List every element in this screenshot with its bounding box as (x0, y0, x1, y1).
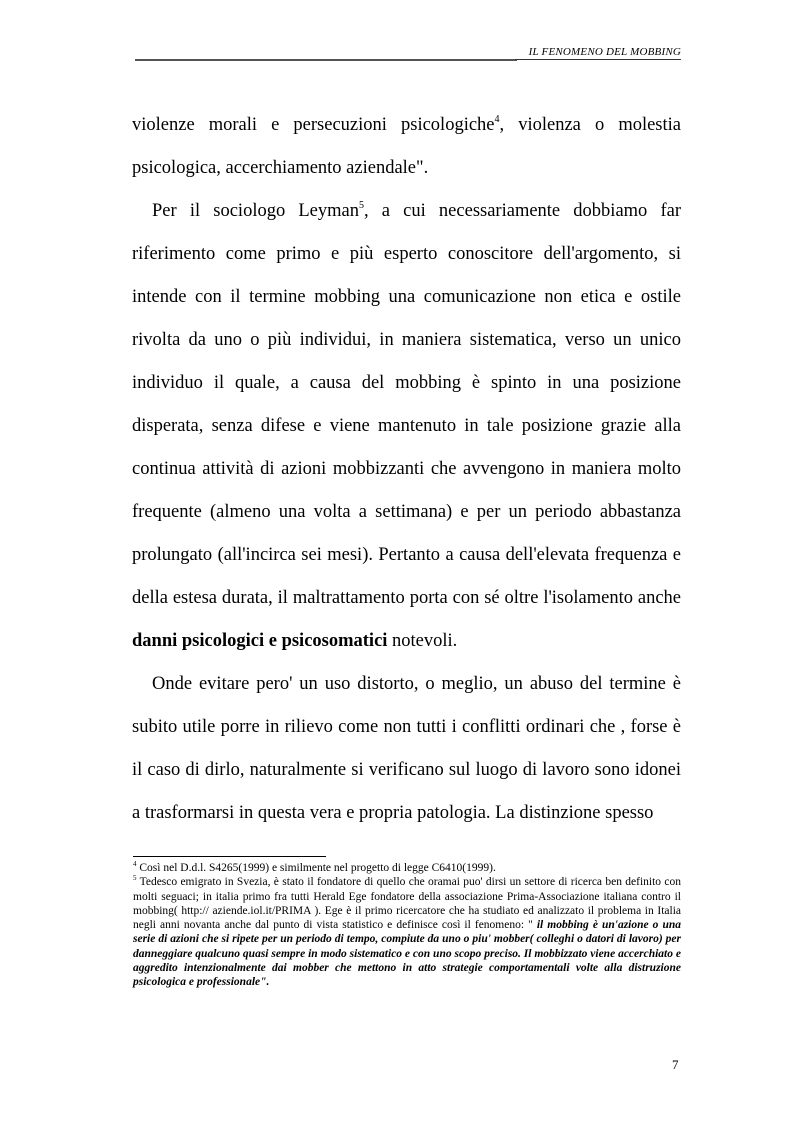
paragraph-distinction: Onde evitare pero' un uso distorto, o meglio, un abuso del termine è subito utile porre in rilievo come non tutti i conflitti ordinari che , forse è il caso di dirlo, naturalmente si verificano sul luogo di lavoro sono idonei a trasformarsi in questa vera e propria patologia. La distinzione spesso (132, 674, 681, 823)
footnote-4 (133, 861, 681, 875)
header-rule-extension (515, 59, 681, 60)
bold-phrase: danni psicologici e psicosomatici (132, 631, 388, 651)
footnote-5 (133, 875, 681, 989)
footnote-text: Tedesco emigrato in Svezia, è stato il fondatore di quello che oramai puo' dirsi un settore di ricerca ben definito con molti seguaci; in italia primo fra tutti Herald Ege fondatore della associazione Prima-Associazione italiana contro il mobbing( http:// aziende.iol.it/PRIMA ). Ege è il primo ricercatore che ha studiato ed analizzato il problema in Italia negli anni novanta anche dal punto di vista statistico e definisce così il fenomeno: " (133, 876, 681, 932)
paragraph-text: , a cui necessariamente dobbiamo far riferimento come primo e più esperto conoscitore dell'argomento, si intende con il termine mobbing una comunicazione non etica e ostile rivolta da uno o più individui, in maniera sistematica, verso un unico individuo il quale, a causa del mobbing è spinto in una posizione disperata, senza difese e viene mantenuto in tale posizione grazie alla continua attività di azioni mobbizzanti che avvengono in maniera molto frequente (almeno una volta a settimana) e per un periodo abbastanza prolungato (all'incirca sei mesi). Pertanto a causa dell'elevata frequenza e della estesa durata, il maltrattamento porta con sé oltre l'isolamento anche (132, 201, 681, 608)
footnote-ref-4[interactable]: 4 (494, 114, 500, 125)
paragraph-text: , violenza o molestia psicologica, accerchiamento aziendale". (132, 115, 681, 178)
page-number: 7 (672, 1057, 679, 1072)
footnote-number: 5 (133, 874, 137, 883)
paragraph-leyman (132, 190, 681, 663)
header-rule (135, 59, 517, 61)
footnote-quote: il mobbing è un'azione o una serie di azioni che si ripete per un periodo di tempo, compiute da uno o piu' mobber( colleghi o datori di lavoro) per danneggiare qualcuno quasi sempre in modo sistematico e con uno scopo preciso. Il mobbizzato viene accerchiato e aggredito intenzionalmente dai mobber che mettono in atto strategie comportamentali volte alla distruzione psicologica e professionale". (133, 919, 681, 989)
header-title: IL FENOMENO DEL MOBBING (528, 46, 681, 58)
paragraph-text: Per il sociologo Leyman (152, 201, 359, 221)
paragraph-continuation (132, 104, 681, 190)
footnote-text: Così nel D.d.l. S4265(1999) e similmente nel progetto di legge C6410(1999). (136, 862, 496, 874)
paragraph-text: violenze morali e persecuzioni psicologiche (132, 115, 495, 135)
footnote-number: 4 (133, 860, 137, 868)
running-header (135, 44, 681, 62)
footnotes (133, 861, 681, 990)
footnote-ref-5[interactable]: 5 (359, 200, 364, 211)
body-text (132, 104, 681, 835)
footnote-separator (133, 856, 326, 857)
paragraph-text: notevoli. (387, 631, 458, 651)
